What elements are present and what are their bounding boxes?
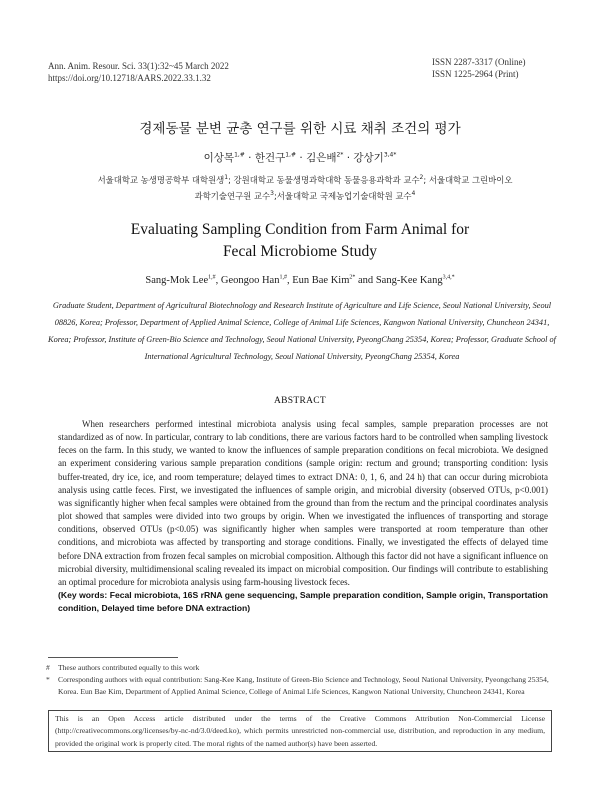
korean-affiliation-line — [45, 188, 565, 204]
korean-affiliations — [45, 172, 565, 204]
footnote-mark: * — [46, 675, 50, 684]
open-access-notice: This is an Open Access article distributed under the terms of the Creative Commons Attribution Non-Commercial License (http://creativecommons.org/licenses/by-nc-nd/3.0/deed.ko), which permits unrestricted non-commercial use, distribution, and reproduction in any medium, provided the original work is properly cited. The moral rights of the named author(s) have been asserted. — [48, 710, 552, 752]
aff-sup: 2 — [419, 174, 424, 182]
aff-text: 서울대학교 농생명공학부 대학원생 — [97, 175, 225, 185]
aff-sup: 4 — [411, 190, 416, 198]
author-sup: 1,# — [234, 151, 245, 159]
journal-line: Ann. Anim. Resour. Sci. 33(1):32~45 March 2022 — [48, 61, 229, 71]
footnote-equal-contribution — [46, 662, 552, 674]
footnote-text: Corresponding authors with equal contribution: Sang-Kee Kang, Institute of Green-Bio Science and Technology, Seoul National University, Pyeongchang 25354, Korea. Eun Bae Kim, Department of Applied Animal Science, College of Animal Life Sciences, Kangwon National University, Chuncheon 24341, Korea — [58, 675, 549, 696]
korean-authors — [0, 150, 600, 165]
author-sup: 2* — [336, 151, 344, 159]
english-title-line: Fecal Microbiome Study — [222, 243, 378, 260]
english-affiliations: Graduate Student, Department of Agricultural Biotechnology and Research Institute of Agriculture and Life Science, Seoul National University, Seoul 08826, Korea; Professor, Department of Applied Animal Science, College of Animal Life Sciences, Kangwon National University, Chuncheon 24341, Korea; Professor, Institute of Green-Bio Science and Technology, Seoul National University, PyeongChang 25354, Korea; Professor, Graduate School of International Agricultural Technology, Seoul National University, PyeongChang 25354, Korea — [48, 301, 556, 361]
keywords: (Key words: Fecal microbiota, 16S rRNA gene sequencing, Sample preparation condition, Sample origin, Transportation condition, Delayed time before DNA extraction) — [58, 590, 548, 614]
author-sup: 3,4,* — [442, 274, 455, 281]
author-separator: · — [346, 152, 351, 164]
author-sup: 2* — [349, 274, 356, 281]
author-name: 한건구 — [254, 152, 286, 164]
author-name: Sang-Mok Lee — [145, 275, 209, 286]
author-separator: · — [299, 152, 303, 164]
author-name: 이상목 — [203, 152, 235, 164]
issn-online: ISSN 2287-3317 (Online) — [432, 57, 526, 67]
footnote-corresponding-authors — [46, 674, 552, 697]
aff-text: ; 강원대학교 동물생명과학대학 동물응용과학과 교수 — [228, 175, 420, 185]
english-title — [60, 219, 540, 263]
author-name: Geongoo Han — [220, 275, 280, 286]
english-authors: Sang-Mok Lee$^{1,\#}$, Geongoo Han$^{1,\#}$, Eun Bae Kim$^{2*}$ and Sang-Kee Kang$^{3,4,*}$ — [145, 274, 455, 286]
author-name: 김은배 — [306, 152, 337, 164]
korean-affiliation-line — [45, 172, 565, 188]
abstract-section — [58, 418, 548, 615]
author-separator: · — [248, 152, 252, 164]
korean-title: 경제동물 분변 균총 연구를 위한 시료 채취 조건의 평가 — [139, 121, 461, 137]
footnote-text: These authors contributed equally to this work — [58, 663, 200, 672]
aff-sup: 3 — [270, 190, 274, 198]
aff-text: 과학기술연구원 교수 — [194, 191, 271, 201]
author-sup: 1,# — [208, 274, 216, 281]
aff-text: ; 서울대학교 그린바이오 — [423, 175, 513, 185]
author-name: Eun Bae Kim — [292, 275, 350, 286]
abstract-heading: ABSTRACT — [273, 396, 327, 406]
footnote-mark: # — [46, 663, 50, 672]
english-title-line: Evaluating Sampling Condition from Farm Animal for — [130, 221, 470, 238]
issn-print: ISSN 1225-2964 (Print) — [432, 69, 519, 79]
abstract-body: When researchers performed intestinal microbiota analysis using fecal samples, sample preparation processes are not standardized as of now. In particular, contrary to lab conditions, there are various factors hard to be controlled when sampling livestock feces on the farm. In this study, we wanted to know the influences of sample preparation conditions on fecal microbiota. We designed an experiment considering various sample preparation conditions (sample origin: rectum and ground; transporting condition: lysis buffer-treated, dry ice, ice, and room temperature; delayed times to extract DNA: 0, 1, 6, and 24 h) that can occur during microbiota analysis using cattle feces. First, we investigated the influences of sample origin, and microbial diversity (observed OTUs, p<0.001) was significantly higher when fecal samples were obtained from the ground than from the rectum and the principal coordinates analysis plot showed that samples were divided into two groups by origin. When we investigated the influences of transporting and storage conditions, observed OTUs (p<0.05) was significantly higher when samples were transported at room temperature than other conditions, and microbiota was affected by transporting and storage conditions. Finally, we investigated the effects of delayed time before DNA extraction from frozen fecal samples on microbial composition. Although this factor did not have a significant influence on microbial diversity, multidimensional scaling revealed its impact on microbial composition. Our findings will contribute to establishing an optimal procedure for microbiota analysis using farm-housing livestock feces. — [58, 419, 548, 587]
issn-block — [432, 56, 526, 80]
doi-link[interactable]: https://doi.org/10.12718/AARS.2022.33.1.32 — [48, 73, 211, 83]
aff-text: ;서울대학교 국제농업기술대학원 교수 — [273, 191, 412, 201]
footnote-divider — [48, 657, 178, 658]
author-sup: 3,4* — [383, 151, 397, 159]
author-sup: 1,# — [279, 274, 287, 281]
aff-sup: 1 — [224, 174, 229, 182]
journal-citation — [48, 60, 229, 84]
author-name: 강상기 — [353, 152, 384, 164]
author-sup: 1,# — [285, 151, 297, 159]
author-name: Sang-Kee Kang — [375, 275, 443, 286]
